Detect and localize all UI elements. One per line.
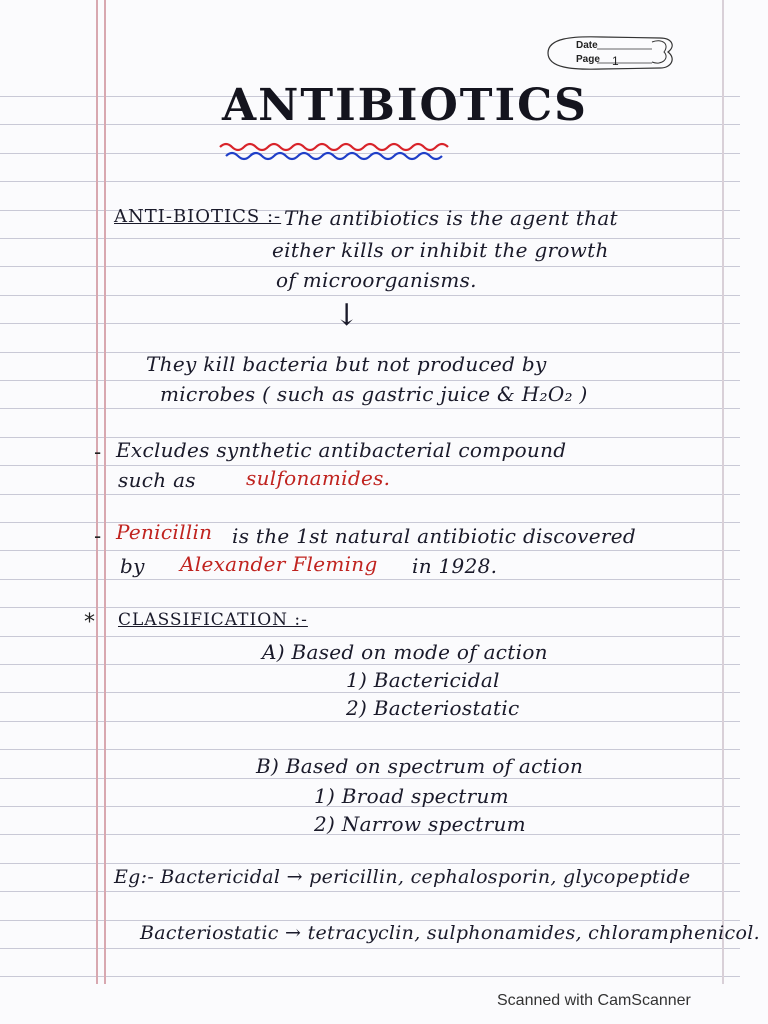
ruled-line (0, 181, 740, 182)
ruled-line (0, 636, 740, 637)
point-1-sulfonamides: sulfonamides. (246, 466, 391, 490)
ruled-line (0, 607, 740, 608)
ruled-line (0, 692, 740, 693)
point-1-bullet: - (94, 440, 102, 464)
point-2-bullet: - (94, 524, 102, 548)
margin-line-right (722, 0, 724, 984)
date-label: Date (576, 40, 598, 51)
star-icon: * (84, 610, 95, 635)
examples-line-2: Bacteriostatic → tetracyclin, sulphonamides, chloramphenicol. (140, 922, 760, 944)
definition-line-1: The antibiotics is the agent that (284, 206, 618, 230)
date-page-box (542, 32, 677, 74)
margin-line-left (96, 0, 98, 984)
date-box-frame-icon (542, 32, 677, 74)
classification-a-2: 2) Bacteriostatic (346, 696, 520, 720)
ruled-line (0, 494, 740, 495)
ruled-line (0, 664, 740, 665)
ruled-line (0, 749, 740, 750)
ruled-line (0, 550, 740, 551)
ruled-line (0, 408, 740, 409)
point-2-fleming: Alexander Fleming (180, 552, 378, 576)
examples-line-1: Eg:- Bactericidal → pericillin, cephalosporin, glycopeptide (114, 866, 691, 888)
page-title: ANTIBIOTICS (222, 80, 588, 131)
classification-b-2: 2) Narrow spectrum (314, 812, 526, 836)
page-label: Page (576, 54, 600, 65)
classification-a-heading: A) Based on mode of action (262, 640, 548, 664)
note-line-1: They kill bacteria but not produced by (146, 352, 547, 376)
classification-b-heading: B) Based on spectrum of action (256, 754, 584, 778)
ruled-line (0, 380, 740, 381)
classification-b-1: 1) Broad spectrum (314, 784, 509, 808)
ruled-line (0, 976, 740, 977)
definition-line-2: either kills or inhibit the growth (272, 238, 609, 262)
ruled-line (0, 266, 740, 267)
ruled-line (0, 891, 740, 892)
note-line-2: microbes ( such as gastric juice & H₂O₂ ) (160, 382, 588, 406)
definition-line-3: of microorganisms. (276, 268, 477, 292)
classification-heading: CLASSIFICATION :- (118, 610, 308, 630)
ruled-line (0, 579, 740, 580)
title-underline-wave-icon (218, 140, 458, 164)
page-number: 1 (612, 54, 619, 68)
ruled-line (0, 295, 740, 296)
point-2-by: by (120, 554, 145, 578)
ruled-line (0, 920, 740, 921)
ruled-line (0, 323, 740, 324)
ruled-line (0, 721, 740, 722)
margin-line-left-2 (104, 0, 106, 984)
down-arrow-icon: ↓ (334, 298, 360, 333)
ruled-line (0, 522, 740, 523)
definition-term: ANTI-BIOTICS :- (114, 206, 282, 227)
point-1-line-2-prefix: such as (118, 468, 196, 492)
point-2-line-1: is the 1st natural antibiotic discovered (232, 524, 636, 548)
point-2-year: in 1928. (412, 554, 498, 578)
point-1-line-1: Excludes synthetic antibacterial compound (116, 438, 567, 462)
ruled-line (0, 863, 740, 864)
classification-a-1: 1) Bactericidal (346, 668, 500, 692)
scanner-watermark: Scanned with CamScanner (497, 992, 691, 1009)
ruled-line (0, 948, 740, 949)
point-2-penicillin: Penicillin (116, 520, 213, 544)
ruled-line (0, 778, 740, 779)
